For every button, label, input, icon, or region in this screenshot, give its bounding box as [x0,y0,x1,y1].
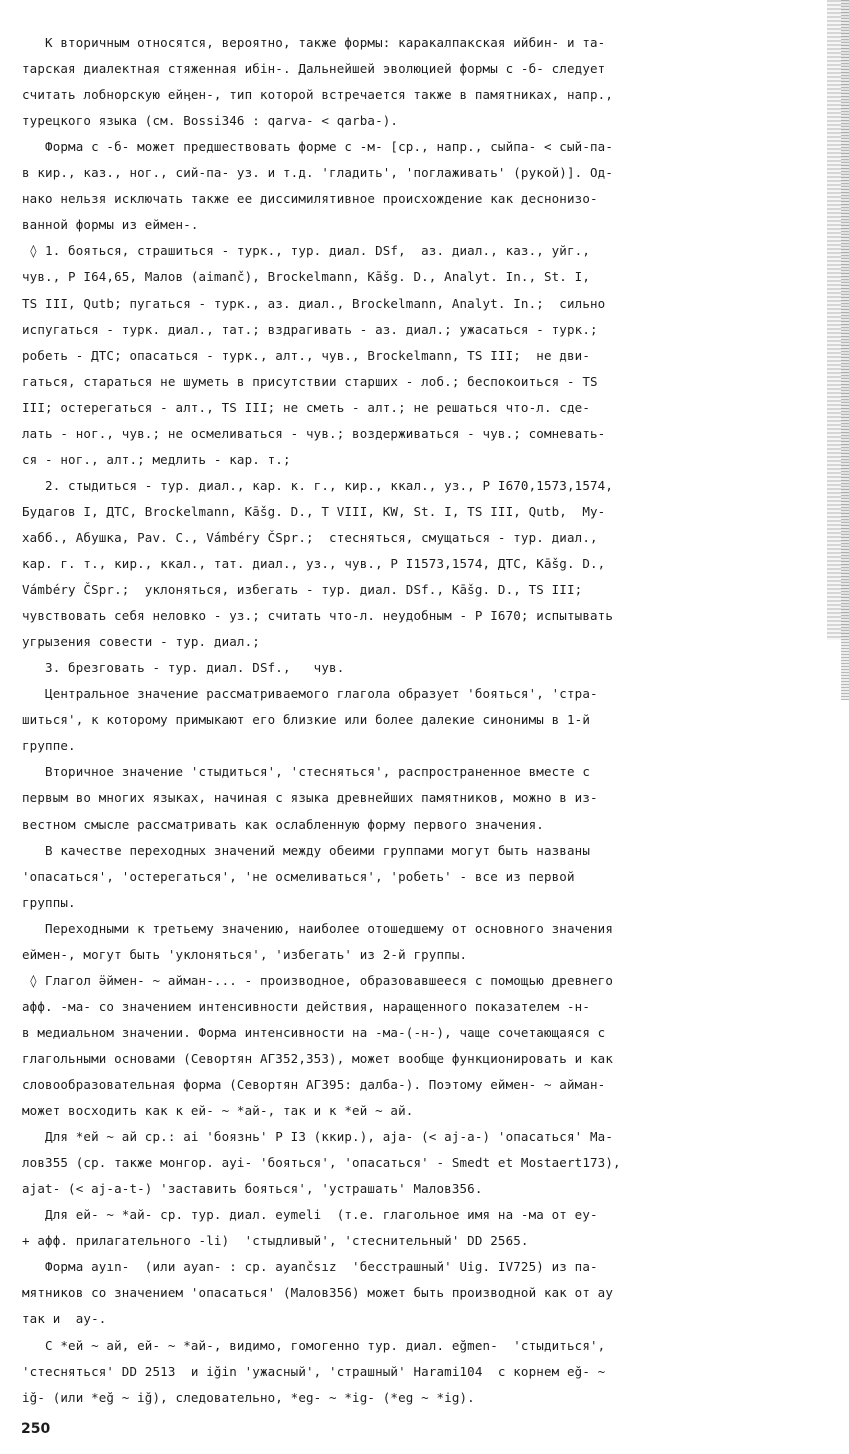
text-line: глагольными основами (Севортян АГ352,353), может вообще функционировать и как [22,1050,614,1066]
text-line: в медиальном значении. Форма интенсивности на -ма-(-н-), чаще сочетающаяся с [22,1024,606,1040]
text-line: в кир., каз., ног., сий-па- уз. и т.д. 'гладить', 'поглаживать' (рукой)]. Од- [22,165,614,181]
text-line: хабб., Абушка, Pav. C., Vámbéry ČSpr.; стесняться, смущаться - тур. диал., [22,529,598,545]
text-line: Для ей- ~ *ай- ср. тур. диал. eymeli (т.е. глагольное имя на -ма от еу- [22,1207,598,1223]
text-line: 'опасаться', 'остерегаться', 'не осмеливаться', 'робеть' - все из первой [22,868,575,884]
text-line: TS III, Qutb; пугаться - турк., аз. диал., Brockelmann, Analyt. In.; сильно [22,295,606,311]
text-line: ся - ног., алт.; медлить - кар. т.; [22,451,291,467]
text-line: К вторичным относятся, вероятно, также формы: каракалпакская ийбин- и та- [22,35,606,50]
text-line: 'стесняться' DD 2513 и iğin 'ужасный', 'страшный' Harami104 с корнем eğ- ~ [22,1363,606,1379]
text-line: мятников со значением 'опасаться' (Малов356) может быть производной как от ау [22,1285,614,1301]
text-line: iğ- (или *eğ ~ iğ), следовательно, *eg- ~ *ig- (*eg ~ *ig). [22,1389,475,1405]
text-line: Vámbéry ČSpr.; уклоняться, избегать - тур. диал. DSf., Kāšg. D., TS III; [22,582,583,598]
text-line: Центральное значение рассматриваемого глагола образует 'бояться', 'стра- [22,686,598,702]
text-line: группы. [22,894,76,910]
text-line: робеть - ДТС; опасаться - турк., алт., чув., Brockelmann, TS III; не дви- [22,347,590,363]
text-line: вестном смысле рассматривать как ослабленную форму первого значения. [22,816,544,832]
text-line: Форма с -б- может предшествовать форме с -м- [ср., напр., сыйпа- < сый-па- [22,139,614,155]
text-line: гаться, стараться не шуметь в присутствии старших - лоб.; беспокоиться - TS [22,373,598,389]
text-line: чув., Р I64,65, Малов (aimanč), Brockelmann, Kāšg. D., Analyt. In., St. I, [22,269,590,285]
text-line: С *ей ~ ай, ей- ~ *ай-, видимо, гомогенно тур. диал. eğmen- 'стыдиться', [22,1337,606,1353]
text-line: лать - ног., чув.; не осмеливаться - чув.; воздерживаться - чув.; сомневать- [22,425,606,441]
text-line: так и ау-. [22,1311,107,1327]
text-line: ajat- (< aj-a-t-) 'заставить бояться', 'устрашать' Малов356. [22,1181,483,1197]
text-line: 3. брезговать - тур. диал. DSf., чув. [22,660,345,676]
text-line: нако нельзя исключать также ее диссимилятивное происхождение как деснонизо- [22,191,598,207]
text-line: + афф. прилагательного -li) 'стыдливый', 'стеснительный' DD 2565. [22,1233,529,1249]
text-line: чувствовать себя неловко - уз.; считать что-л. неудобным - Р I670; испытывать [22,608,614,624]
text-line: группе. [22,738,76,754]
text-line: Форма ayın- (или ayan- : ср. ayančsız 'бесстрашный' Uig. IV725) из па- [22,1259,598,1275]
text-line: Переходными к третьему значению, наиболее отошедшему от основного значения [22,920,614,936]
text-line: Будагов I, ДТС, Brockelmann, Kāšg. D., T VIII, KW, St. I, TS III, Qutb, Му- [22,503,606,519]
text-line: ◊ 1. бояться, страшиться - турк., тур. диал. DSf, аз. диал., каз., уйг., [22,243,590,259]
text-line: словообразовательная форма (Севортян АГ395: далба-). Поэтому еймен- ~ айман- [22,1077,606,1092]
text-line: III; остерегаться - алт., TS III; не сметь - алт.; не решаться что-л. сде- [22,399,590,415]
text-line: угрызения совести - тур. диал.; [22,634,260,650]
text-line: лов355 (ср. также монгор. ayi- 'бояться', 'опасаться' - Smedt et Mostaert173), [22,1155,621,1171]
text-line: тарская диалектная стяженная ибiн-. Дальнейшей эволюцией формы с -б- следует [22,61,606,77]
text-line: еймен-, могут быть 'уклоняться', 'избегать' из 2-й группы. [22,946,468,962]
page-edge-shadow-dark [841,0,849,700]
text-line: может восходить как к ей- ~ *ай-, так и к *ей ~ ай. [22,1103,414,1119]
text-line: ◊ Глагол ӛймен- ~ айман-... - производное, образовавшееся с помощью древнего [22,972,614,988]
text-line: Для *ей ~ ай ср.: ai 'боязнь' Р I3 (ккир.), aja- (< aj-a-) 'опасаться' Ма- [22,1129,614,1145]
text-line: ванной формы из еймен-. [22,217,199,233]
text-line: считать лобнорскую ейӊен-, тип которой встречается также в памятниках, напр., [22,87,613,103]
page-number: 250 [21,1421,51,1437]
text-line: турецкого языка (см. Bossi346 : qarva- < qarba-). [22,113,399,129]
text-line: Вторичное значение 'стыдиться', 'стесняться', распространенное вместе с [22,764,590,780]
text-line: первым во многих языках, начиная с языка древнейших памятников, можно в из- [22,790,598,806]
text-line: шиться', к которому примыкают его близкие или более далекие синонимы в 1-й [22,712,590,728]
text-line: кар. г. т., кир., ккал., тат. диал., уз., чув., Р I1573,1574, ДТС, Kāšg. D., [22,556,606,571]
text-line: афф. -ма- со значением интенсивности действия, наращенного показателем -н- [22,998,590,1014]
text-line: испугаться - турк. диал., тат.; вздрагивать - аз. диал.; ужасаться - турк.; [22,321,598,337]
text-line: 2. стыдиться - тур. диал., кар. к. г., кир., ккал., уз., Р I670,1573,1574, [22,477,614,493]
text-line: В качестве переходных значений между обеими группами могут быть названы [22,842,590,858]
